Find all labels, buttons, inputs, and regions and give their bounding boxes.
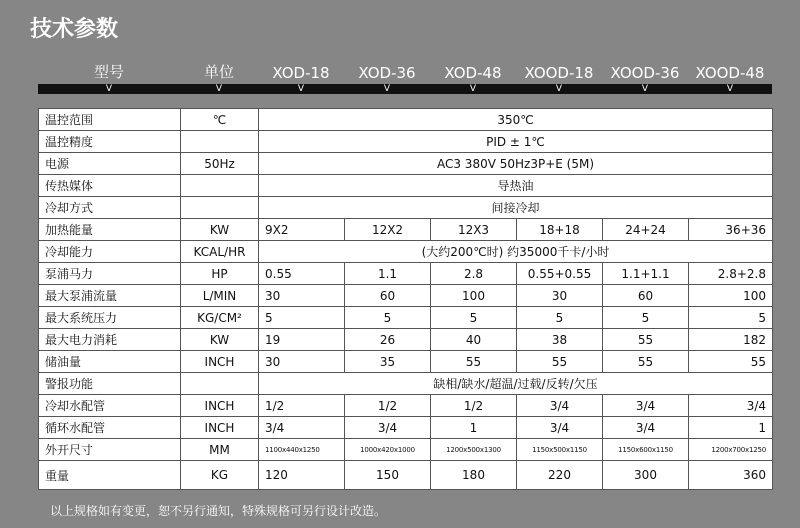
row-value: 1100x440x1250 xyxy=(259,439,345,461)
row-unit: KW xyxy=(181,219,259,241)
header-unit-label: 单位 xyxy=(203,63,234,81)
row-value: 5 xyxy=(689,307,773,329)
table-row xyxy=(39,131,773,153)
row-value: 9X2 xyxy=(259,219,345,241)
row-value: 3/4 xyxy=(517,395,603,417)
row-label: 温控精度 xyxy=(39,131,181,153)
row-value: 0.55+0.55 xyxy=(517,263,603,285)
row-value: 30 xyxy=(259,285,345,307)
table-row xyxy=(39,197,773,219)
table-row xyxy=(39,263,773,285)
row-unit: INCH xyxy=(181,395,259,417)
row-value: 3/4 xyxy=(517,417,603,439)
row-value: 30 xyxy=(517,285,603,307)
table-row xyxy=(39,395,773,417)
row-label: 冷却能力 xyxy=(39,241,181,263)
row-value: 180 xyxy=(431,461,517,490)
header-model-4: XOOD-36 xyxy=(610,64,680,82)
row-unit: INCH xyxy=(181,417,259,439)
row-value: 5 xyxy=(345,307,431,329)
row-label: 循环水配管 xyxy=(39,417,181,439)
row-unit: KG xyxy=(181,461,259,490)
row-value: 5 xyxy=(603,307,689,329)
table-row xyxy=(39,175,773,197)
row-value: 1200x500x1300 xyxy=(431,439,517,461)
row-value: 40 xyxy=(431,329,517,351)
table-row xyxy=(39,285,773,307)
row-shared-value: 缺相/缺水/超温/过载/反转/欠压 xyxy=(259,373,773,395)
row-value: 1/2 xyxy=(431,395,517,417)
row-value: 3/4 xyxy=(689,395,773,417)
row-label: 最大泵浦流量 xyxy=(39,285,181,307)
row-value: 1150x500x1150 xyxy=(517,439,603,461)
table-row xyxy=(39,153,773,175)
row-value: 60 xyxy=(603,285,689,307)
chevron-down-icon: V xyxy=(555,84,563,94)
row-unit: MM xyxy=(181,439,259,461)
header-model-1: XOD-36 xyxy=(358,64,416,82)
row-label: 最大系统压力 xyxy=(39,307,181,329)
row-value: 1.1 xyxy=(345,263,431,285)
table-row xyxy=(39,351,773,373)
row-value: 2.8+2.8 xyxy=(689,263,773,285)
row-shared-value: 导热油 xyxy=(259,175,773,197)
row-value: 5 xyxy=(431,307,517,329)
header-model-3: XOOD-18 xyxy=(524,64,594,82)
row-value: 1.1+1.1 xyxy=(603,263,689,285)
row-label: 冷却水配管 xyxy=(39,395,181,417)
row-value: 3/4 xyxy=(603,417,689,439)
row-label: 警报功能 xyxy=(39,373,181,395)
row-value: 1200x700x1250 xyxy=(689,439,773,461)
row-value: 1 xyxy=(689,417,773,439)
row-value: 55 xyxy=(603,351,689,373)
row-value: 5 xyxy=(517,307,603,329)
row-shared-value: PID ± 1℃ xyxy=(259,131,773,153)
row-value: 2.8 xyxy=(431,263,517,285)
row-value: 12X3 xyxy=(431,219,517,241)
footnote: 以上规格如有变更，恕不另行通知，特殊规格可另行设计改造。 xyxy=(50,504,387,518)
row-value: 30 xyxy=(259,351,345,373)
table-row xyxy=(39,329,773,351)
row-value: 55 xyxy=(517,351,603,373)
row-value: 3/4 xyxy=(345,417,431,439)
row-unit xyxy=(181,197,259,219)
row-value: 19 xyxy=(259,329,345,351)
row-value: 55 xyxy=(431,351,517,373)
table-row xyxy=(39,241,773,263)
row-label: 加热能量 xyxy=(39,219,181,241)
row-value: 12X2 xyxy=(345,219,431,241)
row-value: 0.55 xyxy=(259,263,345,285)
row-unit: L/MIN xyxy=(181,285,259,307)
row-unit: HP xyxy=(181,263,259,285)
row-value: 38 xyxy=(517,329,603,351)
page-title: 技术参数 xyxy=(30,17,119,42)
row-value: 18+18 xyxy=(517,219,603,241)
row-value: 60 xyxy=(345,285,431,307)
row-value: 26 xyxy=(345,329,431,351)
row-unit: KCAL/HR xyxy=(181,241,259,263)
table-row xyxy=(39,439,773,461)
chevron-down-icon: V xyxy=(215,84,223,94)
row-value: 220 xyxy=(517,461,603,490)
row-value: 35 xyxy=(345,351,431,373)
table-header xyxy=(38,62,772,96)
header-bar xyxy=(38,84,772,94)
row-label: 重量 xyxy=(39,461,181,490)
row-value: 1 xyxy=(431,417,517,439)
row-label: 温控范围 xyxy=(39,109,181,131)
header-model-5: XOOD-48 xyxy=(695,64,765,82)
header-model-label: 型号 xyxy=(93,63,124,81)
row-value: 36+36 xyxy=(689,219,773,241)
table-row xyxy=(39,109,773,131)
row-value: 1000x420x1000 xyxy=(345,439,431,461)
row-shared-value: 350℃ xyxy=(259,109,773,131)
row-unit xyxy=(181,373,259,395)
row-label: 储油量 xyxy=(39,351,181,373)
table-row xyxy=(39,219,773,241)
chevron-down-icon: V xyxy=(641,84,649,94)
row-label: 传热媒体 xyxy=(39,175,181,197)
row-unit: KW xyxy=(181,329,259,351)
table-row xyxy=(39,307,773,329)
row-unit: 50Hz xyxy=(181,153,259,175)
row-value: 55 xyxy=(689,351,773,373)
row-value: 100 xyxy=(431,285,517,307)
chevron-down-icon: V xyxy=(469,84,477,94)
row-value: 55 xyxy=(603,329,689,351)
row-value: 1150x600x1150 xyxy=(603,439,689,461)
table-row xyxy=(39,461,773,490)
row-value: 3/4 xyxy=(259,417,345,439)
chevron-down-icon: V xyxy=(297,84,305,94)
row-value: 150 xyxy=(345,461,431,490)
row-label: 电源 xyxy=(39,153,181,175)
chevron-down-icon: V xyxy=(383,84,391,94)
row-unit: KG/CM² xyxy=(181,307,259,329)
spec-table xyxy=(38,108,773,490)
header-model-0: XOD-18 xyxy=(272,64,330,82)
row-shared-value: (大约200℃时) 约35000千卡/小时 xyxy=(259,241,773,263)
row-value: 360 xyxy=(689,461,773,490)
row-unit xyxy=(181,175,259,197)
header-model-2: XOD-48 xyxy=(444,64,502,82)
row-label: 泵浦马力 xyxy=(39,263,181,285)
row-label: 冷却方式 xyxy=(39,197,181,219)
row-value: 1/2 xyxy=(259,395,345,417)
row-shared-value: 间接冷却 xyxy=(259,197,773,219)
row-value: 24+24 xyxy=(603,219,689,241)
row-value: 120 xyxy=(259,461,345,490)
table-row xyxy=(39,417,773,439)
table-row xyxy=(39,373,773,395)
row-value: 300 xyxy=(603,461,689,490)
row-label: 外开尺寸 xyxy=(39,439,181,461)
row-label: 最大电力消耗 xyxy=(39,329,181,351)
row-value: 5 xyxy=(259,307,345,329)
row-value: 100 xyxy=(689,285,773,307)
row-shared-value: AC3 380V 50Hz3P+E (5M) xyxy=(259,153,773,175)
row-value: 3/4 xyxy=(603,395,689,417)
chevron-down-icon: V xyxy=(726,84,734,94)
row-value: 182 xyxy=(689,329,773,351)
row-unit xyxy=(181,131,259,153)
row-unit: ℃ xyxy=(181,109,259,131)
row-value: 1/2 xyxy=(345,395,431,417)
row-unit: INCH xyxy=(181,351,259,373)
chevron-down-icon: V xyxy=(105,84,113,94)
